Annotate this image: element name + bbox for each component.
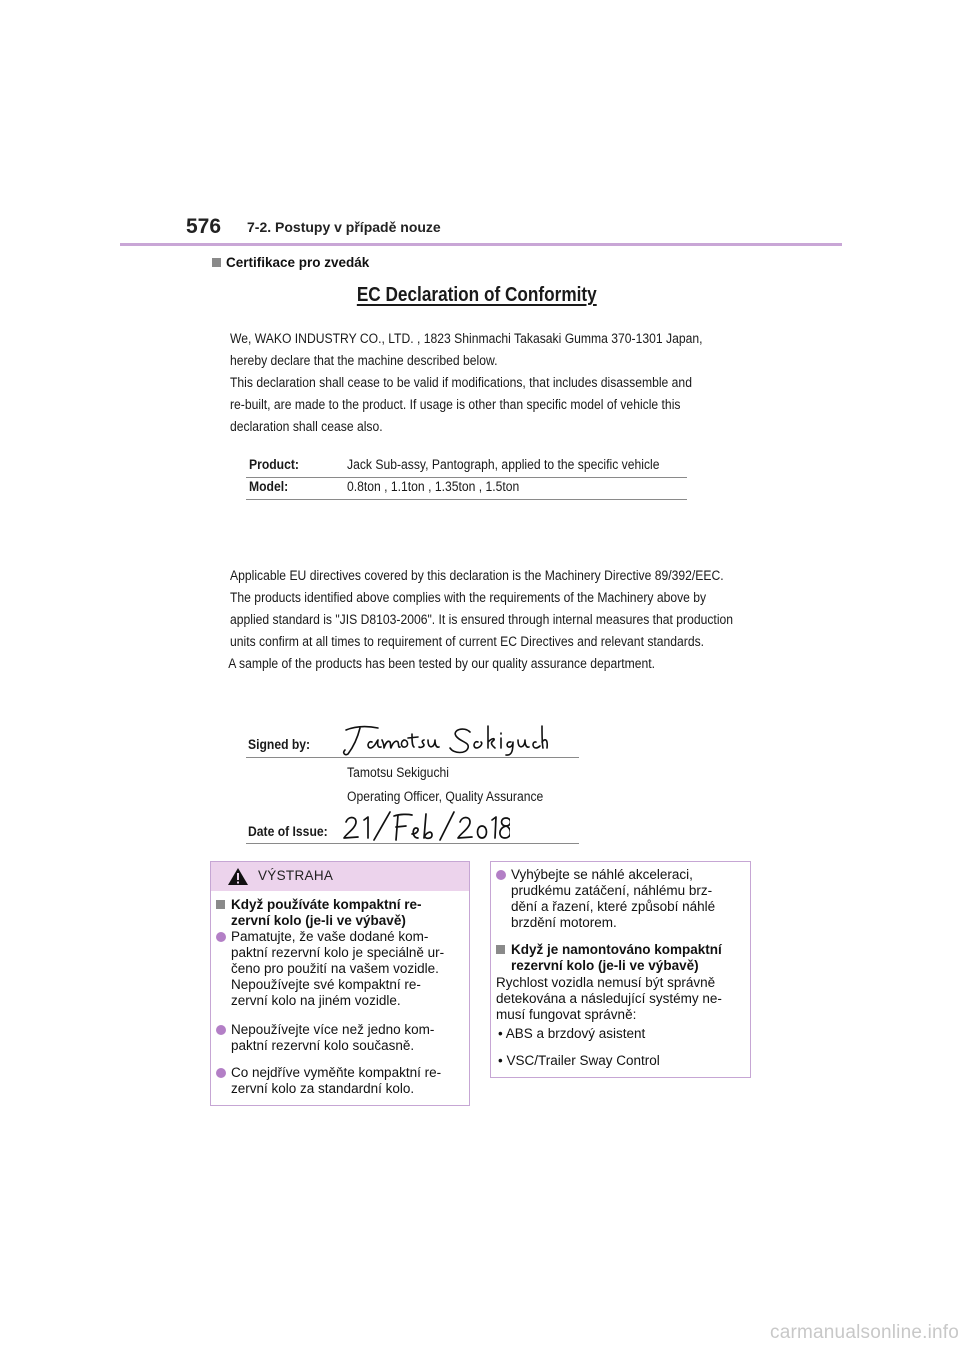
bullet-line: prudkému zatáčení, náhlému brz-	[511, 883, 713, 898]
bullet-line: čeno pro použití na vašem vozidle.	[231, 961, 439, 976]
directive-line: units confirm at all times to requirement of current EC Directives and relevant standards.	[230, 634, 705, 649]
directive-line: A sample of the products has been tested by our quality assurance department.	[228, 656, 656, 671]
product-value: Jack Sub-assy, Pantograph, applied to the specific vehicle	[347, 457, 660, 472]
declaration-title: EC Declaration of Conformity	[356, 284, 597, 306]
info-text-line: musí fungovat správně:	[496, 1007, 637, 1022]
directive-line: The products identified above complies with the requirements of the Machinery above by	[230, 590, 707, 605]
heading-line: Když je namontováno kompaktní	[511, 942, 722, 957]
date-of-issue-label: Date of Issue:	[248, 824, 328, 839]
intro-line: re-built, are made to the product. If usage is other than specific model of vehicle this	[230, 397, 681, 412]
square-bullet-icon	[496, 945, 505, 954]
signed-by-label: Signed by:	[248, 737, 311, 752]
model-row	[246, 477, 687, 500]
watermark: carmanualsonline.info	[770, 1322, 960, 1343]
page-number: 576	[186, 215, 222, 238]
info-item: • ABS a brzdový asistent	[498, 1026, 646, 1041]
section-title	[212, 255, 369, 270]
info-heading	[496, 942, 744, 974]
heading-line: Když používáte kompaktní re-	[231, 897, 422, 912]
product-label: Product:	[249, 457, 299, 472]
warning-title: VÝSTRAHA	[258, 868, 334, 883]
warning-triangle-icon	[227, 867, 249, 886]
info-box	[490, 861, 751, 1078]
intro-line: hereby declare that the machine described below.	[230, 353, 498, 368]
bullet-dot-icon	[216, 1025, 226, 1035]
model-value: 0.8ton , 1.1ton , 1.35ton , 1.5ton	[347, 479, 520, 494]
info-item: • VSC/Trailer Sway Control	[498, 1053, 660, 1068]
bullet-line: paktní rezervní kolo současně.	[231, 1038, 415, 1053]
heading-line: zervní kolo (je-li ve výbavě)	[231, 913, 406, 928]
declaration-intro	[230, 328, 703, 438]
bullet-dot-icon	[216, 932, 226, 942]
square-bullet-icon	[216, 900, 225, 909]
intro-line: This declaration shall cease to be valid if modifications, that includes disassemble and	[230, 375, 692, 390]
bullet-line: Pamatujte, že vaše dodané kom-	[231, 929, 429, 944]
info-text-line: Rychlost vozidla nemusí být správně	[496, 975, 716, 990]
date-line	[246, 843, 579, 844]
product-row	[246, 455, 687, 478]
bullet-line: zervní kolo za standardní kolo.	[231, 1081, 415, 1096]
bullet-line: Nepoužívejte více než jedno kom-	[231, 1022, 435, 1037]
bullet-line: Nepoužívejte své kompaktní re-	[231, 977, 421, 992]
bullet-dot-icon	[216, 1068, 226, 1078]
warning-box	[210, 861, 470, 1106]
model-label: Model:	[249, 479, 289, 494]
directive-line: Applicable EU directives covered by this declaration is the Machinery Directive 89/392/EEC.	[230, 568, 724, 583]
signer-block	[347, 761, 543, 809]
warning-header	[211, 862, 469, 891]
bullet-line: brzdění motorem.	[511, 915, 617, 930]
signer-title: Operating Officer, Quality Assurance	[347, 789, 544, 804]
bullet-dot-icon	[496, 870, 506, 880]
bullet-line: Co nejdříve vyměňte kompaktní re-	[231, 1065, 442, 1080]
warning-bullet	[216, 1022, 464, 1054]
heading-line: rezervní kolo (je-li ve výbavě)	[511, 958, 699, 973]
info-text	[496, 975, 746, 1023]
bullet-line: zervní kolo na jiném vozidle.	[231, 993, 401, 1008]
square-bullet-icon	[212, 258, 221, 267]
bullet-line: paktní rezervní kolo je speciálně ur-	[231, 945, 445, 960]
intro-line: We, WAKO INDUSTRY CO., LTD. , 1823 Shinmachi Takasaki Gumma 370-1301 Japan,	[230, 331, 703, 346]
handwritten-date-image	[340, 810, 510, 842]
info-text-line: detekována a následující systémy ne-	[496, 991, 722, 1006]
bullet-line: dění a řazení, které způsobí náhlé	[511, 899, 716, 914]
directive-line: applied standard is "JIS D8103-2006". It is ensured through internal measures that production	[230, 612, 734, 627]
signer-name: Tamotsu Sekiguchi	[347, 765, 449, 780]
signature-line	[246, 757, 579, 758]
signature-image	[338, 720, 548, 758]
warning-bullet	[216, 929, 464, 1009]
chapter-title: 7-2. Postupy v případě nouze	[247, 219, 441, 235]
info-bullet	[496, 867, 744, 931]
declaration-directives	[228, 565, 734, 675]
bullet-line: Vyhýbejte se náhlé akceleraci,	[511, 867, 693, 882]
warning-bullet	[216, 1065, 464, 1097]
header-rule	[120, 243, 842, 246]
warning-heading	[216, 897, 461, 929]
intro-line: declaration shall cease also.	[230, 419, 383, 434]
section-title-text: Certifikace pro zvedák	[226, 255, 370, 270]
